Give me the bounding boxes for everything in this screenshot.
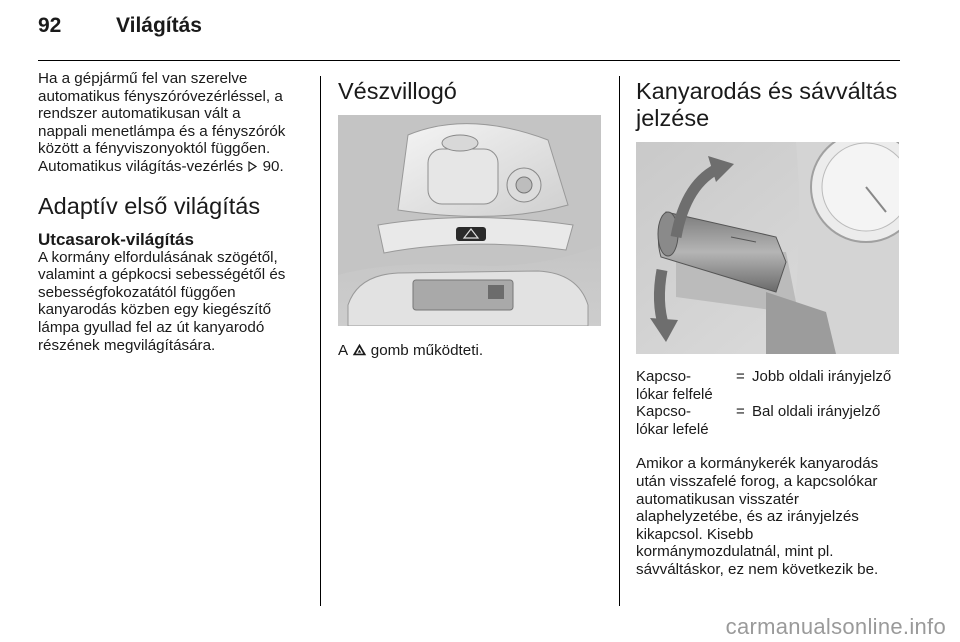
intro-line: nappali menetlámpa és a fényszórók bbox=[38, 122, 286, 140]
intro-paragraph bbox=[38, 70, 303, 176]
section-heading-turn-signal bbox=[636, 78, 906, 132]
hazard-warning-icon bbox=[352, 343, 367, 356]
body-line: részének megvilágítására. bbox=[38, 336, 216, 354]
cornering-paragraph bbox=[38, 249, 303, 355]
body-line: után visszafelé forog, a kapcsolókar bbox=[636, 472, 878, 490]
table-row bbox=[636, 368, 891, 403]
body-line: sebességfokozatától függően bbox=[38, 283, 236, 301]
label-line: lókar felfelé bbox=[636, 385, 713, 403]
caption-prefix: A bbox=[338, 342, 348, 359]
section-heading-hazard: Vészvillogó bbox=[338, 78, 457, 104]
body-line: valamint a gépkocsi sebességétől és bbox=[38, 266, 286, 284]
cross-reference-text: Automatikus világítás-vezérlés bbox=[38, 157, 244, 175]
hazard-caption bbox=[338, 342, 603, 360]
body-line: kormánymozdulatnál, mint pl. bbox=[636, 543, 834, 561]
label-line: Kapcso- bbox=[636, 368, 692, 385]
header-rule bbox=[38, 60, 900, 61]
body-line: lámpa gyullad fel az út kanyarodó bbox=[38, 318, 265, 336]
table-cell-label bbox=[636, 403, 736, 438]
body-line: kikapcsol. Kisebb bbox=[636, 525, 754, 543]
body-line: alaphelyzetébe, és az irányjelzés bbox=[636, 508, 859, 526]
intro-line: Ha a gépjármű fel van szerelve bbox=[38, 70, 248, 87]
table-cell-value: Jobb oldali irányjelző bbox=[752, 368, 892, 385]
turn-signal-lever-image bbox=[636, 142, 899, 354]
label-line: Kapcso- bbox=[636, 403, 692, 421]
hazard-switch-illustration bbox=[338, 115, 601, 326]
hazard-switch-image bbox=[338, 115, 601, 326]
column-3 bbox=[636, 70, 906, 579]
heading-line: jelzése bbox=[636, 105, 710, 131]
page-title: Világítás bbox=[116, 14, 202, 37]
page-number: 92 bbox=[38, 14, 62, 37]
label-line: lókar lefelé bbox=[636, 420, 709, 438]
caption-suffix: gomb működteti. bbox=[370, 342, 484, 359]
cross-reference-page[interactable]: 90. bbox=[262, 157, 284, 175]
column-divider-1 bbox=[320, 76, 321, 606]
table-cell-label bbox=[636, 368, 736, 403]
page-header bbox=[38, 14, 202, 44]
watermark: carmanualsonline.info bbox=[725, 614, 946, 639]
table-cell-eq: = bbox=[736, 403, 745, 421]
body-line: kanyarodás közben egy kiegészítő bbox=[38, 301, 272, 319]
body-line: A kormány elfordulásának szögétől, bbox=[38, 248, 278, 266]
intro-line: között a fényviszonyoktól függően. bbox=[38, 140, 271, 158]
turn-signal-lever-illustration bbox=[636, 142, 899, 354]
lever-function-table bbox=[636, 368, 891, 438]
table-cell-eq: = bbox=[736, 368, 745, 385]
section-heading-adaptive: Adaptív első világítás bbox=[38, 192, 261, 219]
column-2 bbox=[338, 70, 603, 360]
intro-line: automatikus fényszóróvezérléssel, a bbox=[38, 87, 283, 105]
intro-line: rendszer automatikusan vált a bbox=[38, 105, 241, 123]
page-reference-icon bbox=[247, 161, 258, 172]
subheading-cornering: Utcasarok-világítás bbox=[38, 229, 194, 249]
heading-line: Kanyarodás és sávváltás bbox=[636, 78, 898, 104]
turn-signal-paragraph bbox=[636, 455, 906, 578]
table-row bbox=[636, 403, 891, 438]
body-line: automatikusan visszatér bbox=[636, 490, 799, 508]
column-divider-2 bbox=[619, 76, 620, 606]
table-cell-value: Bal oldali irányjelző bbox=[752, 403, 881, 421]
body-line: sávváltáskor, ez nem következik be. bbox=[636, 560, 879, 578]
body-line: Amikor a kormánykerék kanyarodás bbox=[636, 455, 879, 473]
column-1 bbox=[38, 70, 303, 354]
